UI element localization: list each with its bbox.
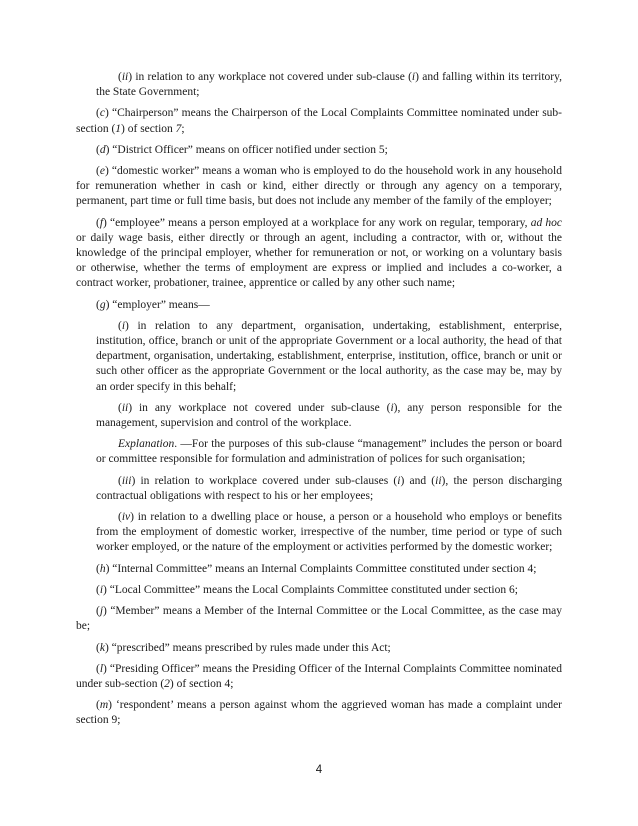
text-run: ( — [96, 107, 100, 120]
paragraph — [76, 583, 562, 598]
italic-text: d — [99, 143, 106, 156]
text-run: ) “employer” means— — [105, 298, 210, 311]
italic-text: 7 — [175, 122, 182, 135]
italic-text: ii — [121, 401, 129, 414]
text-run: ) “domestic worker” means a woman who is employed to do the household work in any household for remuneration whether in cash or kind, either directly or through any agency on a temporary, permanent, part time or full time basis, but does not include any member of the family of the employer; — [76, 165, 562, 208]
page-number: 4 — [315, 764, 323, 776]
paragraph — [76, 164, 562, 210]
text-run: ) in any workplace not covered under sub-clause ( — [128, 401, 391, 414]
italic-text: ad hoc — [530, 216, 562, 229]
text-run: ( — [96, 605, 100, 618]
text-run: ( — [96, 165, 100, 178]
text-run: ( — [118, 71, 122, 83]
italic-text: ii — [435, 474, 442, 487]
paragraph — [76, 143, 562, 158]
paragraph — [76, 510, 562, 556]
italic-text: e — [99, 165, 105, 178]
text-run: ), any person responsible for the management, supervision and control of the workplace. — [96, 401, 562, 430]
text-run: ( — [118, 511, 122, 524]
text-run: ( — [96, 298, 100, 311]
italic-text: 1 — [115, 122, 122, 135]
paragraph — [76, 401, 562, 431]
text-run: ) in relation to a dwelling place or house, a person or a household who employs or benefits from the employment of domestic worker, irrespective of the number, time period or type of such worker employed, or the nature of the employment or activities performed by the domestic worker; — [96, 511, 562, 554]
text-run: ) “Chairperson” means the Chairperson of the Local Complaints Committee nominated under sub-section ( — [76, 107, 562, 135]
italic-text: 2 — [164, 677, 170, 690]
text-run: ( — [96, 662, 100, 675]
text-run: ) and ( — [400, 474, 436, 487]
italic-text: k — [99, 641, 105, 654]
text-run: ) “Local Committee” means the Local Complaints Committee constituted under section 6; — [103, 583, 518, 596]
text-run: ; — [181, 122, 185, 135]
italic-text: Explanation — [118, 438, 175, 451]
paragraph — [76, 298, 562, 313]
paragraph — [76, 319, 562, 395]
paragraph — [76, 437, 562, 467]
text-run: ) ‘respondent’ means a person against whom the aggrieved woman has made a complaint under section 9; — [76, 699, 562, 727]
text-run: ( — [118, 401, 122, 414]
paragraph — [76, 604, 562, 634]
text-run: ) “Member” means a Member of the Internal Committee or the Local Committee, as the case may be; — [76, 605, 562, 633]
text-run: ) in relation to any department, organisation, undertaking, establishment, enterprise, institution, office, branch or unit of the appropriate Government or a local authority, the head of that department, organisation, undertaking, establishment, enterprise, institution, office, branch or unit or such other officer as the appropriate Government or the local authority, as the case may be, may by an order specify in this behalf; — [96, 319, 562, 393]
paragraph — [76, 662, 562, 692]
text-run: ( — [96, 583, 100, 596]
paragraph — [76, 70, 562, 100]
paragraph — [76, 698, 562, 728]
text-run: ( — [118, 474, 122, 487]
italic-text: h — [99, 562, 106, 575]
paragraph — [76, 106, 562, 136]
text-run: . —For the purposes of this sub-clause “management” includes the person or board or committee responsible for formulation and administration of polices for such organisation; — [96, 438, 562, 466]
italic-text: c — [99, 107, 105, 120]
text-run: ) “Internal Committee” means an Internal Complaints Committee constituted under section 4; — [105, 562, 537, 575]
text-run: ) in relation to workplace covered under sub-clauses ( — [131, 474, 398, 487]
italic-text: i — [397, 474, 401, 487]
text-run: ) “District Officer” means on officer notified under section 5; — [105, 143, 388, 156]
text-run: ) “Presiding Officer” means the Presiding Officer of the Internal Complaints Committee nominated under sub-section ( — [76, 662, 562, 690]
text-run: ) of section — [121, 122, 176, 135]
document-body — [76, 70, 562, 735]
italic-text: i — [411, 71, 416, 83]
italic-text: iii — [121, 474, 132, 487]
text-run: ) “employee” means a person employed at a workplace for any work on regular, temporary, — [103, 216, 531, 229]
italic-text: f — [99, 216, 104, 229]
text-run: ) of section 4; — [169, 677, 234, 690]
text-run: ( — [96, 562, 100, 575]
italic-text: iv — [121, 511, 131, 524]
paragraph — [76, 641, 562, 656]
italic-text: i — [121, 319, 126, 332]
text-run: or daily wage basis, either directly or through an agent, including a contractor, with or, without the knowledge of the principal employer, whether for remuneration or not, or working on a voluntary basis or otherwise, whether the terms of employment are express or implied and includes a co-worker, a contract worker, probationer, trainee, apprentice or called by any other such name; — [76, 231, 562, 290]
text-run: ( — [96, 641, 100, 654]
italic-text: m — [99, 699, 109, 712]
italic-text: i — [390, 401, 394, 414]
italic-text: i — [99, 583, 104, 596]
italic-text: g — [99, 298, 106, 311]
text-run: ), the person discharging contractual obligations with respect to his or her employees; — [96, 474, 563, 502]
paragraph — [76, 474, 562, 504]
italic-text: ii — [121, 71, 129, 83]
text-run: ) in relation to any workplace not covered under sub-clause ( — [128, 71, 412, 83]
text-run: ) “prescribed” means prescribed by rules made under this Act; — [104, 641, 391, 654]
text-run: ( — [118, 319, 122, 332]
italic-text: j — [99, 605, 104, 618]
paragraph — [76, 562, 562, 577]
text-run: ( — [96, 143, 100, 156]
paragraph — [76, 216, 562, 292]
italic-text: l — [99, 662, 104, 675]
text-run: ( — [96, 216, 100, 229]
text-run: ( — [96, 699, 100, 712]
text-run: ) and falling within its territory, the State Government; — [96, 71, 562, 99]
